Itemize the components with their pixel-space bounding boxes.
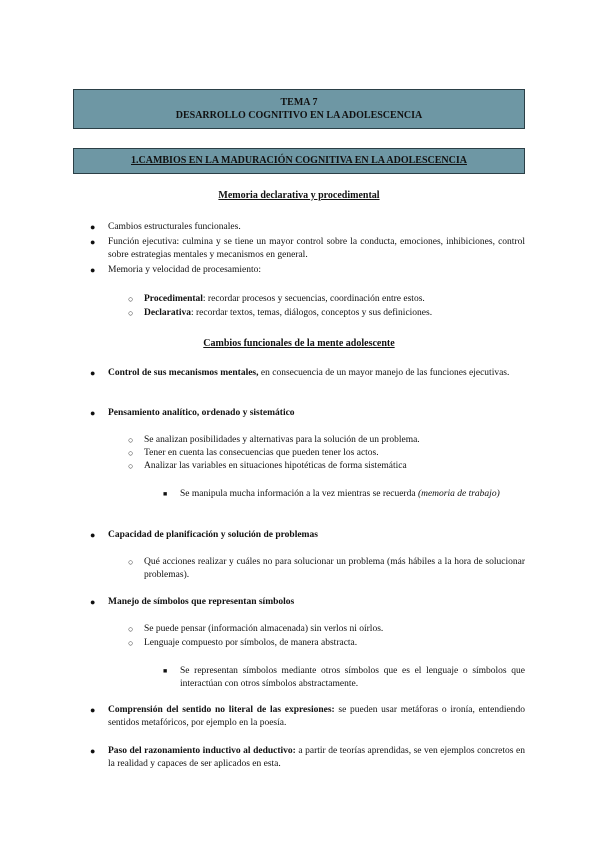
pensamiento-subitem: Se analizan posibilidades y alternativas para la solución de un problema. bbox=[144, 435, 420, 445]
pensamiento-item bbox=[108, 407, 525, 420]
bullet-disc: ● bbox=[90, 265, 96, 275]
bullet-circle: ○ bbox=[128, 435, 134, 445]
simbolos-subsubitem: Se representan símbolos mediante otros símbolos que es el lenguaje o símbolos que interactúan con otros símbolos abstractamente. bbox=[180, 666, 525, 689]
control-text: en consecuencia de un mayor manejo de las funciones ejecutivas. bbox=[258, 368, 510, 378]
topic-number: TEMA 7 bbox=[280, 97, 318, 108]
pensamiento-subsubitem bbox=[180, 488, 525, 501]
simbolos-subitem: Se puede pensar (información almacenada) sin verlos ni oírlos. bbox=[144, 624, 384, 634]
control-term: Control de sus mecanismos mentales, bbox=[108, 368, 259, 378]
control-item bbox=[108, 367, 525, 380]
bullet-disc: ● bbox=[90, 530, 96, 540]
memoria-item: Cambios estructurales funcionales. bbox=[108, 222, 241, 232]
section-title: 1.CAMBIOS EN LA MADURACIÓN COGNITIVA EN LA ADOLESCENCIA bbox=[131, 155, 467, 166]
memoria-heading: Memoria declarativa y procedimental bbox=[218, 190, 380, 201]
subitem-text: : recordar textos, temas, diálogos, conceptos y sus definiciones. bbox=[190, 308, 433, 318]
pensamiento-term: Pensamiento analítico, ordenado y sistemático bbox=[108, 408, 295, 418]
memoria-item: Memoria y velocidad de procesamiento: bbox=[108, 265, 262, 275]
subsub-text: Se manipula mucha información a la vez mientras se recuerda bbox=[180, 489, 418, 499]
bullet-disc: ● bbox=[90, 408, 96, 418]
bullet-circle: ○ bbox=[128, 308, 134, 318]
bullet-disc: ● bbox=[90, 705, 96, 715]
razonamiento-text: a partir de teorías aprendidas, se ven ejemplos concretos en la realidad y capaces de ser aplicados en esta. bbox=[108, 746, 525, 769]
bullet-square: ■ bbox=[163, 490, 168, 498]
pensamiento-subitem: Analizar las variables en situaciones hipotéticas de forma sistemática bbox=[144, 461, 407, 471]
memoria-subitem bbox=[144, 307, 525, 320]
topic-title-box bbox=[73, 89, 525, 129]
bullet-circle: ○ bbox=[128, 638, 134, 648]
cambios-heading: Cambios funcionales de la mente adolescente bbox=[203, 338, 395, 349]
bullet-circle: ○ bbox=[128, 294, 134, 304]
comprension-text: se pueden usar metáforas o ironía, entendiendo sentidos metafóricos, por ejemplo en la poesía. bbox=[108, 705, 525, 728]
bullet-circle: ○ bbox=[128, 624, 134, 634]
simbolos-term: Manejo de símbolos que representan símbolos bbox=[108, 597, 295, 607]
comprension-item bbox=[108, 704, 525, 730]
section-title-box bbox=[73, 148, 525, 174]
bullet-disc: ● bbox=[90, 746, 96, 756]
bullet-square: ■ bbox=[163, 667, 168, 675]
topic-title: DESARROLLO COGNITIVO EN LA ADOLESCENCIA bbox=[175, 110, 423, 121]
subitem-term: Declarativa bbox=[144, 308, 191, 318]
simbolos-item bbox=[108, 596, 525, 609]
memoria-item: Función ejecutiva: culmina y se tiene un mayor control sobre la conducta, emociones, inhibiciones, control sobre estrategias mentales y mecanismos en general. bbox=[108, 237, 525, 260]
subitem-term: Procedimental bbox=[144, 294, 203, 304]
subsub-note: (memoria de trabajo) bbox=[417, 489, 500, 499]
bullet-disc: ● bbox=[90, 237, 96, 247]
subitem-text: : recordar procesos y secuencias, coordinación entre estos. bbox=[202, 294, 425, 304]
pensamiento-subitem: Tener en cuenta las consecuencias que pueden tener los actos. bbox=[144, 448, 379, 458]
bullet-circle: ○ bbox=[128, 461, 134, 471]
bullet-circle: ○ bbox=[128, 448, 134, 458]
razonamiento-item bbox=[108, 745, 525, 771]
razonamiento-term: Paso del razonamiento inductivo al deductivo: bbox=[108, 746, 296, 756]
planificacion-item bbox=[108, 529, 525, 542]
bullet-disc: ● bbox=[90, 222, 96, 232]
bullet-disc: ● bbox=[90, 368, 96, 378]
memoria-subitem bbox=[144, 293, 525, 306]
bullet-circle: ○ bbox=[128, 557, 134, 567]
comprension-term: Comprensión del sentido no literal de las expresiones: bbox=[108, 705, 335, 715]
bullet-disc: ● bbox=[90, 597, 96, 607]
simbolos-subitem: Lenguaje compuesto por símbolos, de manera abstracta. bbox=[144, 638, 358, 648]
planificacion-subitem: Qué acciones realizar y cuáles no para solucionar un problema (más hábiles a la hora de solucionar problemas). bbox=[144, 557, 525, 580]
planificacion-term: Capacidad de planificación y solución de problemas bbox=[108, 530, 318, 540]
